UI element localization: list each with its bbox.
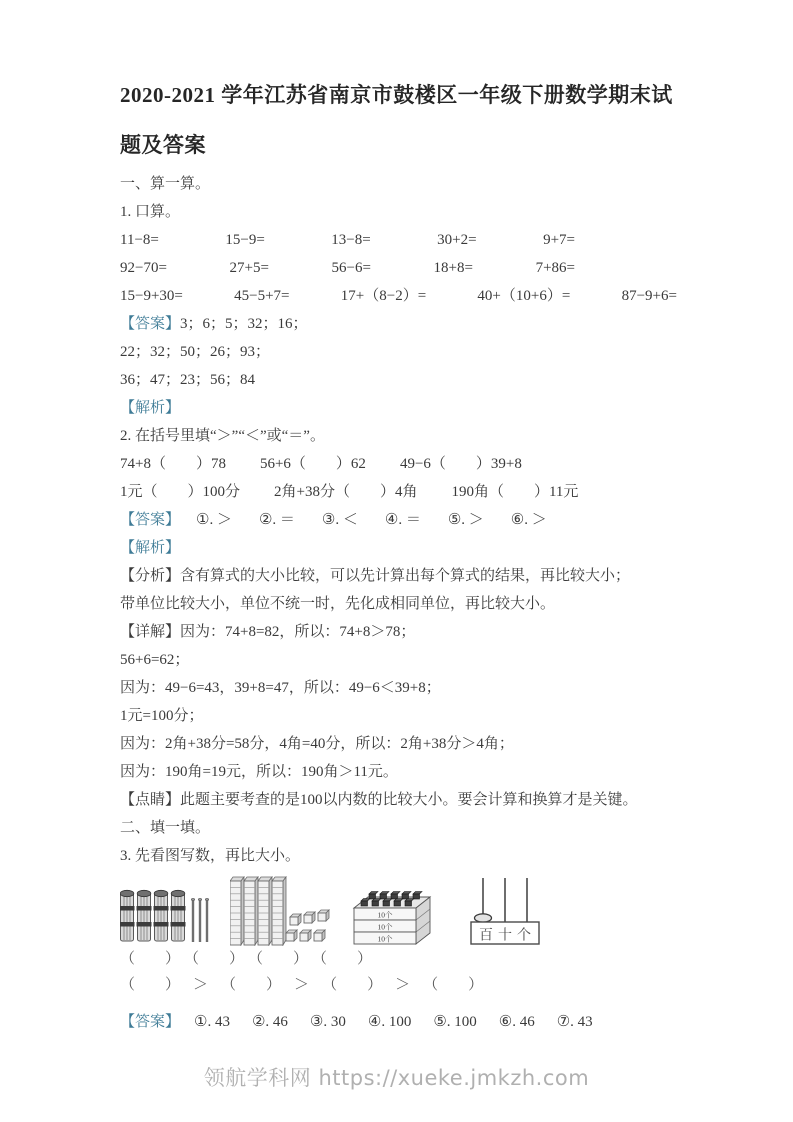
- q1-answer-line-2: 22；32；50；26；93；: [120, 344, 271, 360]
- math-problem: 15−9+30=: [120, 288, 183, 304]
- greater-than-sign: ＞: [193, 977, 209, 993]
- loose-sticks: [191, 898, 208, 942]
- layer-label: 10个: [377, 934, 393, 944]
- answer-blank: （ ）: [120, 951, 181, 967]
- q2-analysis-line: 【分析】含有算式的大小比较，可以先计算出每个算式的结果，再比较大小；: [120, 568, 631, 584]
- q1-problem-row-3: [120, 282, 677, 310]
- answer-blank: （ ）: [184, 951, 245, 967]
- section-1-heading: 一、算一算。: [120, 176, 211, 192]
- math-problem: 13−8=: [331, 232, 371, 248]
- answer-item: ⑤. 100: [433, 1014, 477, 1030]
- q1-problem-row-1: [120, 226, 575, 254]
- q2-analysis-line: 带单位比较大小，单位不统一时，先化成相同单位，再比较大小。: [120, 596, 556, 612]
- stick-bundle: [120, 890, 135, 941]
- q1-problem-row-2: [120, 254, 575, 282]
- q3-number-blanks-row: [120, 946, 680, 972]
- math-problem: 7+86=: [535, 260, 575, 276]
- question-1-label: 1. 口算。: [120, 204, 181, 220]
- q2-analysis-line: 因为：190角=19元，所以：190角＞11元。: [120, 764, 398, 780]
- q2-answer-row: [120, 506, 680, 534]
- q1-analysis-label: 【解析】: [120, 400, 181, 416]
- answer-label: 【答案】: [120, 512, 181, 528]
- q2-analysis-line: 【点睛】此题主要考查的是100以内数的比较大小。要会计算和换算才是关键。: [120, 792, 638, 808]
- comparison-problem: 190角（ ）11元: [451, 484, 579, 500]
- footer-watermark: 领航学科网 https://xueke.jmkzh.com: [203, 1066, 590, 1090]
- comparison-problem: 74+8（ ）78: [120, 456, 226, 472]
- question-2-label: 2. 在括号里填“＞”“＜”或“＝”。: [120, 428, 325, 444]
- place-value-chart-figure: [468, 876, 542, 946]
- unit-cube: [290, 914, 301, 925]
- layer-label: 10个: [377, 922, 393, 932]
- q2-problem-row-2: [120, 478, 680, 506]
- q2-analysis-line: 56+6=62；: [120, 652, 190, 668]
- answer-item: ⑦. 43: [556, 1014, 593, 1030]
- comparison-problem: 2角+38分（ ）4角: [274, 484, 418, 500]
- answer-blank: （ ）: [221, 977, 282, 993]
- page-title: 2020-2021 学年江苏省南京市鼓楼区一年级下册数学期末试题及答案: [120, 83, 673, 157]
- answer-items: [194, 1008, 593, 1036]
- comparison-problem: 1元（ ）100分: [120, 484, 241, 500]
- layer-label: 10个: [377, 910, 393, 920]
- math-problem: 30+2=: [437, 232, 477, 248]
- section-2-heading: 二、填一填。: [120, 820, 211, 836]
- answer-item: ⑥. ＞: [510, 512, 547, 528]
- q2-analysis-line: 因为：2角+38分=58分，4角=40分，所以：2角+38分＞4角；: [120, 736, 514, 752]
- comparison-problem: 49−6（ ）39+8: [399, 456, 522, 472]
- math-problem: 18+8=: [433, 260, 473, 276]
- place-value-label: 百十个: [479, 928, 531, 944]
- answer-blank: （ ）: [120, 977, 181, 993]
- q2-analysis-label: 【解析】: [120, 540, 181, 556]
- greater-than-sign: ＞: [395, 977, 411, 993]
- math-problem: 40+（10+6）=: [477, 288, 571, 304]
- q2-analysis-line: 【详解】因为：74+8=82，所以：74+8＞78；: [120, 624, 416, 640]
- document-content: [120, 70, 680, 1036]
- q2-analysis-line: 1元=100分；: [120, 708, 204, 724]
- answer-label: 【答案】: [120, 316, 181, 332]
- answer-blank: （ ）: [248, 951, 309, 967]
- answer-item: ①. 43: [194, 1014, 230, 1030]
- math-problem: 45−5+7=: [234, 288, 290, 304]
- math-problem: 9+7=: [543, 232, 575, 248]
- answer-items: [196, 506, 547, 534]
- answer-item: ③. ＜: [321, 512, 358, 528]
- math-problem: 87−9+6=: [621, 288, 677, 304]
- cube-tower: [230, 877, 244, 945]
- q3-answer-row: [120, 1008, 680, 1036]
- answer-item: ②. 46: [251, 1014, 288, 1030]
- comparison-problem: 56+6（ ）62: [259, 456, 366, 472]
- answer-item: ③. 30: [309, 1014, 346, 1030]
- answer-blank: （ ）: [423, 977, 484, 993]
- q3-figures-row: [120, 870, 680, 946]
- math-problem: 17+（8−2）=: [340, 288, 427, 304]
- q2-analysis-line: 因为：49−6=43，39+8=47，所以：49−6＜39+8；: [120, 680, 441, 696]
- greater-than-sign: ＞: [294, 977, 310, 993]
- ten-layers-figure: [350, 888, 436, 946]
- cube-towers-figure: [230, 876, 332, 946]
- answer-blank: （ ）: [322, 977, 383, 993]
- math-problem: 15−9=: [225, 232, 265, 248]
- q2-problem-row-1: [120, 450, 680, 478]
- math-problem: 92−70=: [120, 260, 167, 276]
- answer-item: ⑤. ＞: [447, 512, 484, 528]
- math-problem: 27+5=: [229, 260, 269, 276]
- answer-item: ④. ＝: [384, 512, 421, 528]
- answer-item: ⑥. 46: [498, 1014, 535, 1030]
- answer-blank: （ ）: [312, 951, 373, 967]
- answer-item: ④. 100: [367, 1014, 412, 1030]
- q1-answer-line-1: [120, 310, 680, 338]
- question-3-label: 3. 先看图写数，再比大小。: [120, 848, 301, 864]
- answer-item: ①. ＞: [196, 512, 232, 528]
- answer-label: 【答案】: [120, 1014, 181, 1030]
- sticks-bundles-figure: [120, 884, 215, 946]
- math-problem: 11−8=: [120, 232, 159, 248]
- q1-answer-line-3: 36；47；23；56；84: [120, 372, 256, 388]
- math-problem: 56−6=: [331, 260, 371, 276]
- answer-values: 3；6；5；32；16；: [180, 316, 308, 332]
- counting-bead: [475, 914, 492, 922]
- q3-comparison-blanks-row: [120, 972, 680, 998]
- answer-item: ②. ＝: [258, 512, 295, 528]
